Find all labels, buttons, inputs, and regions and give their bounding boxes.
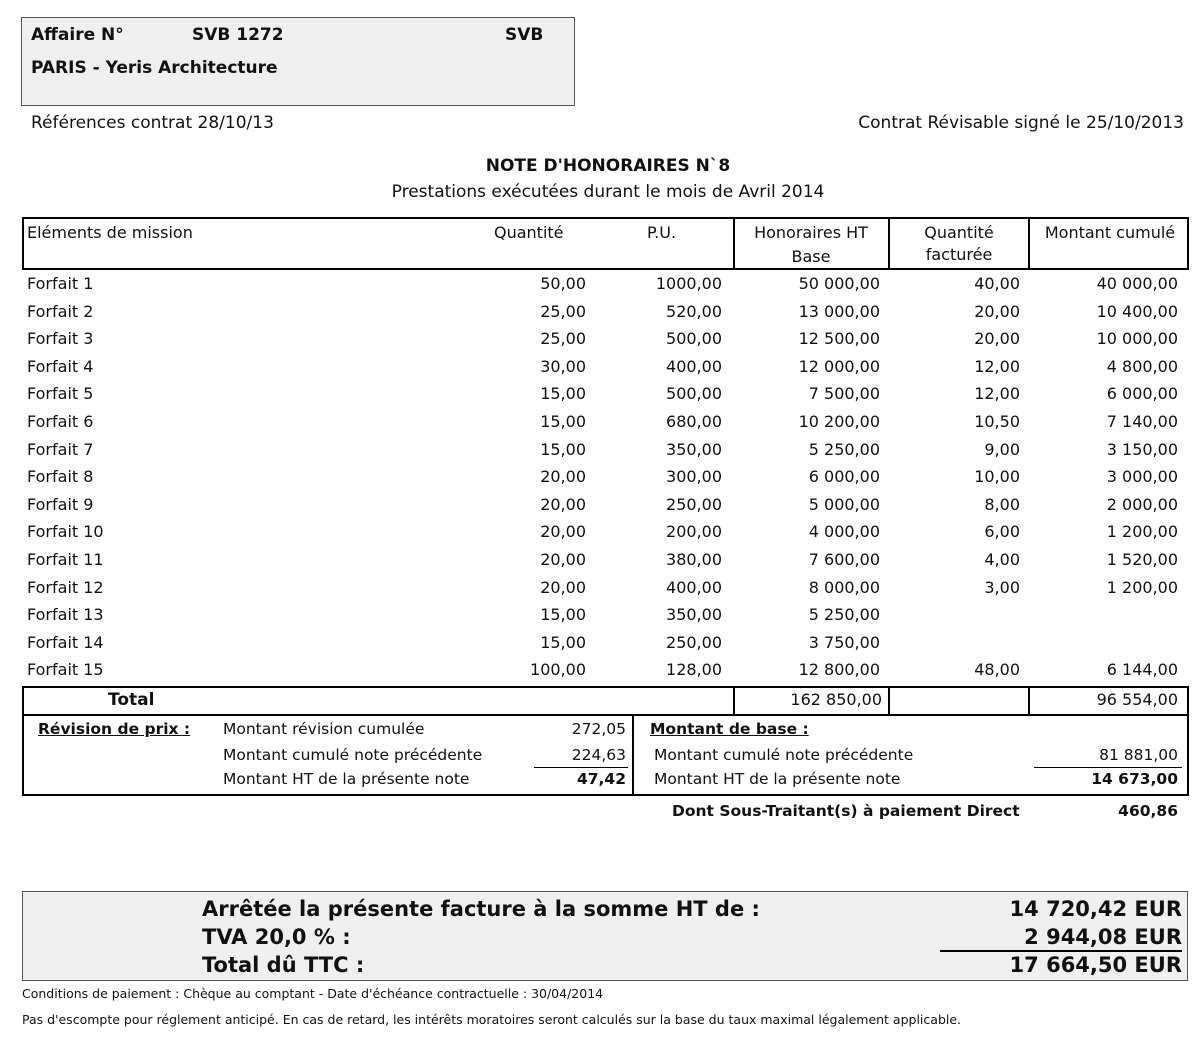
- cell-pu: 300,00: [666, 467, 722, 487]
- cell-base: 5 250,00: [808, 605, 880, 625]
- cell-base: 3 750,00: [808, 632, 880, 652]
- total-ttc-value: 17 664,50 EUR: [1009, 953, 1182, 977]
- cell-montant-cumule: 10 000,00: [1096, 329, 1178, 349]
- cell-base: 12 000,00: [798, 356, 880, 376]
- cell-base: 8 000,00: [808, 577, 880, 597]
- contract-reference: Références contrat 28/10/13: [31, 113, 274, 133]
- total-ttc-label: Total dû TTC :: [202, 953, 365, 977]
- summary-mid-divider: [632, 714, 634, 795]
- cell-quantite: 20,00: [540, 494, 586, 514]
- cell-montant-cumule: 10 400,00: [1096, 301, 1178, 321]
- total-base: 162 850,00: [790, 690, 882, 709]
- cell-qte-facturee: 10,00: [974, 467, 1020, 487]
- cell-pu: 500,00: [666, 329, 722, 349]
- cell-element: Forfait 9: [27, 494, 94, 514]
- table-row: [0, 495, 1200, 522]
- cell-quantite: 30,00: [540, 356, 586, 376]
- table-header-bottom-border: [22, 268, 1189, 270]
- cell-base: 50 000,00: [798, 274, 880, 293]
- table-row: [0, 357, 1200, 384]
- table-row: [0, 660, 1200, 687]
- escompte-note: Pas d'escompte pour réglement anticipé. En cas de retard, les intérêts moratoires seront calculés sur la base du taux maximal légalement applicable.: [22, 1012, 962, 1027]
- affaire-code: SVB: [505, 25, 544, 45]
- cell-montant-cumule: 6 144,00: [1106, 660, 1178, 680]
- header-elements: Eléments de mission: [27, 223, 193, 242]
- revision-precedente-label: Montant cumulé note précédente: [223, 746, 483, 764]
- cell-qte-facturee: 4,00: [984, 550, 1020, 569]
- summary-right-border: [1187, 686, 1189, 796]
- revision-label: Révision de prix :: [38, 720, 191, 738]
- payment-conditions: Conditions de paiement : Chèque au comptant - Date d'échéance contractuelle : 30/04/2014: [22, 986, 604, 1001]
- header-pu: P.U.: [647, 223, 677, 242]
- cell-montant-cumule: 3 000,00: [1106, 467, 1178, 487]
- revision-presente-label: Montant HT de la présente note: [223, 770, 470, 788]
- cell-base: 5 250,00: [808, 439, 880, 459]
- cell-element: Forfait 8: [27, 467, 94, 487]
- cell-base: 7 600,00: [808, 550, 880, 569]
- cell-qte-facturee: 8,00: [984, 494, 1020, 514]
- cell-montant-cumule: 3 150,00: [1106, 439, 1178, 459]
- table-row: [0, 522, 1200, 549]
- header-honoraires: Honoraires HT: [754, 223, 868, 242]
- cell-base: 10 200,00: [798, 412, 880, 431]
- table-row: [0, 412, 1200, 439]
- cell-quantite: 50,00: [540, 274, 586, 293]
- totals-sum-line: [940, 950, 1182, 952]
- table-row: [0, 329, 1200, 356]
- total-ht-value: 14 720,42 EUR: [1009, 897, 1182, 921]
- cell-pu: 380,00: [666, 550, 722, 569]
- total-divider-1: [733, 686, 735, 715]
- cell-pu: 680,00: [666, 412, 722, 431]
- cell-qte-facturee: 12,00: [974, 356, 1020, 376]
- cell-pu: 128,00: [666, 660, 722, 680]
- cell-quantite: 15,00: [540, 384, 586, 404]
- table-row: [0, 384, 1200, 411]
- table-top-border: [22, 217, 1189, 219]
- client-name: PARIS - Yeris Architecture: [31, 58, 278, 78]
- cell-pu: 400,00: [666, 356, 722, 376]
- cell-base: 6 000,00: [808, 467, 880, 487]
- header-qte-facturee-2: facturée: [925, 245, 993, 264]
- cell-element: Forfait 13: [27, 605, 104, 625]
- summary-left-border: [22, 686, 24, 796]
- cell-quantite: 15,00: [540, 412, 586, 431]
- cell-base: 4 000,00: [808, 522, 880, 542]
- cell-base: 5 000,00: [808, 494, 880, 514]
- base-presente-label: Montant HT de la présente note: [654, 770, 901, 788]
- tva-value: 2 944,08 EUR: [1024, 925, 1182, 949]
- revision-presente-value: 47,42: [576, 770, 626, 788]
- cell-base: 7 500,00: [808, 384, 880, 404]
- contract-revisable: Contrat Révisable signé le 25/10/2013: [858, 113, 1184, 133]
- cell-pu: 520,00: [666, 301, 722, 321]
- base-presente-value: 14 673,00: [1091, 770, 1178, 788]
- cell-base: 12 800,00: [798, 660, 880, 680]
- cell-element: Forfait 10: [27, 522, 104, 542]
- header-quantite: Quantité: [494, 223, 564, 242]
- cell-quantite: 25,00: [540, 301, 586, 321]
- sous-traitant-label: Dont Sous-Traitant(s) à paiement Direct: [672, 802, 1020, 820]
- affaire-label: Affaire N°: [31, 25, 124, 45]
- table-row: [0, 550, 1200, 577]
- cell-quantite: 20,00: [540, 467, 586, 487]
- cell-pu: 250,00: [666, 632, 722, 652]
- cell-qte-facturee: 12,00: [974, 384, 1020, 404]
- cell-montant-cumule: 1 200,00: [1106, 577, 1178, 597]
- cell-quantite: 15,00: [540, 632, 586, 652]
- table-row: [0, 274, 1200, 301]
- summary-bottom-border: [22, 794, 1189, 796]
- cell-qte-facturee: 6,00: [984, 522, 1020, 542]
- base-precedente-label: Montant cumulé note précédente: [654, 746, 914, 764]
- cell-pu: 500,00: [666, 384, 722, 404]
- total-top-border: [22, 686, 1189, 688]
- table-row: [0, 633, 1200, 660]
- cell-pu: 350,00: [666, 439, 722, 459]
- cell-montant-cumule: 2 000,00: [1106, 494, 1178, 514]
- revision-cumulee-label: Montant révision cumulée: [223, 720, 425, 738]
- cell-pu: 250,00: [666, 494, 722, 514]
- sous-traitant-value: 460,86: [1118, 802, 1178, 820]
- revision-sum-line: [534, 767, 628, 768]
- cell-base: 12 500,00: [798, 329, 880, 349]
- revision-cumulee-value: 272,05: [571, 720, 626, 738]
- cell-element: Forfait 4: [27, 356, 94, 376]
- cell-qte-facturee: 20,00: [974, 301, 1020, 321]
- table-row: [0, 578, 1200, 605]
- table-left-border: [22, 217, 24, 269]
- cell-montant-cumule: 6 000,00: [1106, 384, 1178, 404]
- cell-quantite: 25,00: [540, 329, 586, 349]
- total-bottom-border: [22, 714, 1189, 716]
- cell-quantite: 20,00: [540, 550, 586, 569]
- cell-montant-cumule: 7 140,00: [1106, 412, 1178, 431]
- note-subtitle: Prestations exécutées durant le mois de Avril 2014: [391, 182, 825, 202]
- cell-element: Forfait 7: [27, 439, 94, 459]
- cell-quantite: 15,00: [540, 605, 586, 625]
- cell-quantite: 20,00: [540, 577, 586, 597]
- total-ht-label: Arrêtée la présente facture à la somme HT de :: [202, 897, 760, 921]
- total-divider-2: [888, 686, 890, 715]
- cell-pu: 200,00: [666, 522, 722, 542]
- table-row: [0, 605, 1200, 632]
- total-label: Total: [108, 690, 155, 710]
- cell-qte-facturee: 9,00: [984, 439, 1020, 459]
- cell-pu: 400,00: [666, 577, 722, 597]
- cell-montant-cumule: 4 800,00: [1106, 356, 1178, 376]
- table-row: [0, 440, 1200, 467]
- header-honoraires-base: Base: [791, 247, 831, 266]
- cell-base: 13 000,00: [798, 301, 880, 321]
- cell-quantite: 20,00: [540, 522, 586, 542]
- cell-qte-facturee: 3,00: [984, 577, 1020, 597]
- cell-element: Forfait 14: [27, 632, 104, 652]
- cell-montant-cumule: 1 200,00: [1106, 522, 1178, 542]
- cell-quantite: 15,00: [540, 439, 586, 459]
- cell-element: Forfait 11: [27, 550, 104, 569]
- cell-pu: 1000,00: [655, 274, 722, 293]
- affaire-number: SVB 1272: [192, 25, 284, 45]
- tva-label: TVA 20,0 % :: [202, 925, 351, 949]
- cell-element: Forfait 5: [27, 384, 94, 404]
- cell-qte-facturee: 20,00: [974, 329, 1020, 349]
- cell-element: Forfait 2: [27, 301, 94, 321]
- cell-montant-cumule: 40 000,00: [1096, 274, 1178, 293]
- cell-element: Forfait 6: [27, 412, 94, 431]
- note-title: NOTE D'HONORAIRES N`8: [485, 156, 731, 176]
- header-montant-cumule: Montant cumulé: [1044, 223, 1176, 242]
- cell-element: Forfait 1: [27, 274, 94, 293]
- base-precedente-value: 81 881,00: [1099, 746, 1178, 764]
- cell-qte-facturee: 40,00: [974, 274, 1020, 293]
- table-row: [0, 302, 1200, 329]
- total-montant: 96 554,00: [1096, 690, 1178, 709]
- revision-precedente-value: 224,63: [571, 746, 626, 764]
- cell-pu: 350,00: [666, 605, 722, 625]
- total-divider-3: [1028, 686, 1030, 715]
- base-label: Montant de base :: [650, 720, 809, 738]
- cell-element: Forfait 15: [27, 660, 104, 680]
- cell-qte-facturee: 48,00: [974, 660, 1020, 680]
- cell-element: Forfait 12: [27, 577, 104, 597]
- cell-montant-cumule: 1 520,00: [1106, 550, 1178, 569]
- header-qte-facturee: Quantité: [924, 223, 994, 242]
- cell-quantite: 100,00: [530, 660, 586, 680]
- cell-qte-facturee: 10,50: [974, 412, 1020, 431]
- base-sum-line: [1034, 767, 1182, 768]
- table-row: [0, 467, 1200, 494]
- cell-element: Forfait 3: [27, 329, 94, 349]
